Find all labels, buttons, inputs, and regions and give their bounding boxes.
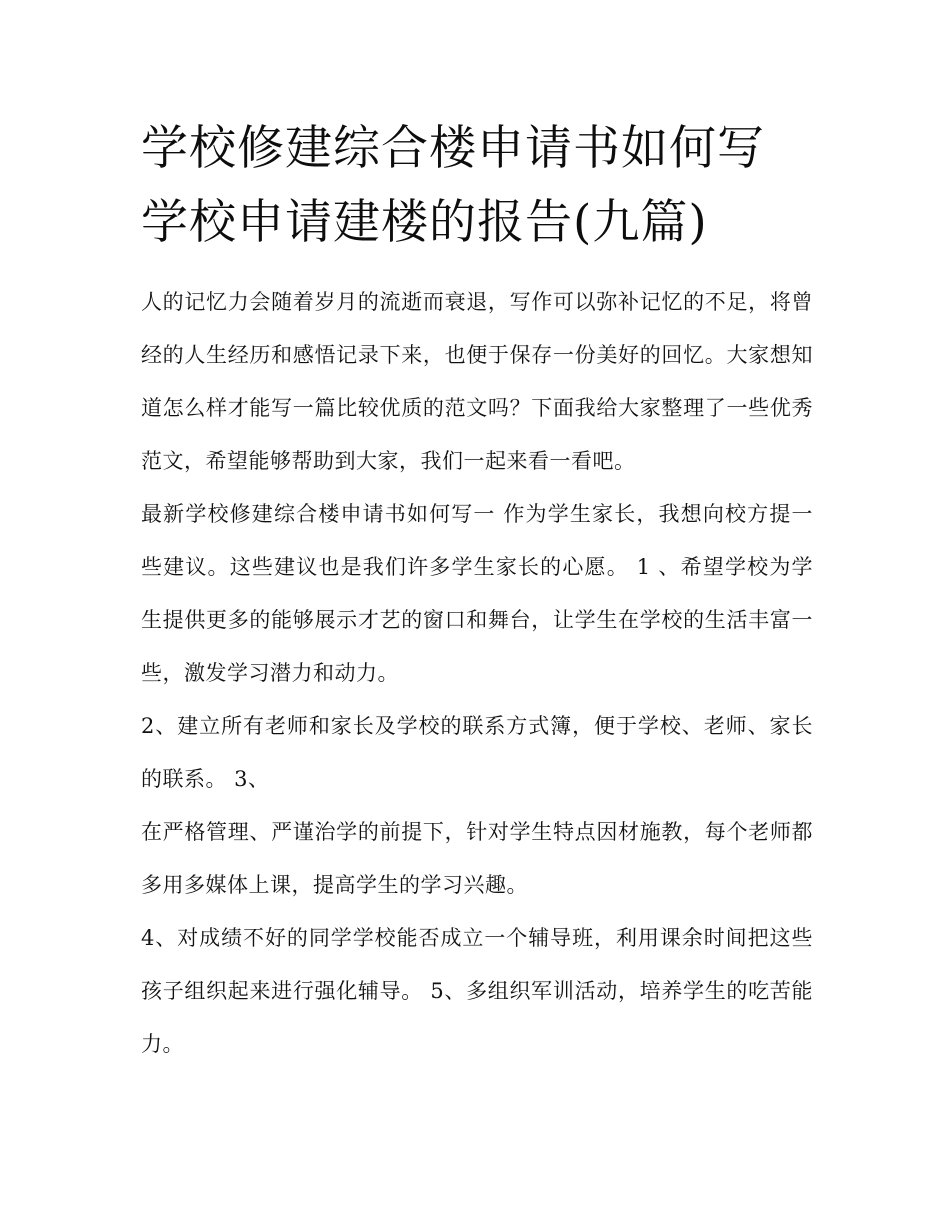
- document-page: [141, 112, 813, 1071]
- paragraph-suggestion-1: 最新学校修建综合楼申请书如何写一 作为学生家长，我想向校方提一些建议。这些建议也是我们许多学生家长的心愿。 1 、希望学校为学生提供更多的能够展示才艺的窗口和舞台，让学生在学校的生活丰富一些，激发学习潜力和动力。: [141, 502, 813, 685]
- document-title: [141, 112, 813, 260]
- paragraph-suggestion-2: 2、建立所有老师和家长及学校的联系方式簿，便于学校、老师、家长的联系。 3、: [141, 714, 813, 791]
- title-line-1: 学校修建综合楼申请书如何写: [141, 121, 765, 176]
- paragraph-suggestion-4-5: 4、对成绩不好的同学学校能否成立一个辅导班，利用课余时间把这些孩子组织起来进行强化辅导。 5、多组织军训活动，培养学生的吃苦能力。: [141, 926, 813, 1056]
- paragraph-intro: 人的记忆力会随着岁月的流逝而衰退，写作可以弥补记忆的不足，将曾经的人生经历和感悟记录下来，也便于保存一份美好的回忆。大家想知道怎么样才能写一篇比较优质的范文吗？下面我给大家整理了一些优秀范文，希望能够帮助到大家，我们一起来看一看吧。: [141, 290, 813, 473]
- title-line-2: 学校申请建楼的报告(九篇): [141, 195, 708, 250]
- paragraph-suggestion-3: 在严格管理、严谨治学的前提下，针对学生特点因材施教，每个老师都多用多媒体上课，提高学生的学习兴趣。: [141, 820, 813, 897]
- document-body: [141, 276, 813, 1071]
